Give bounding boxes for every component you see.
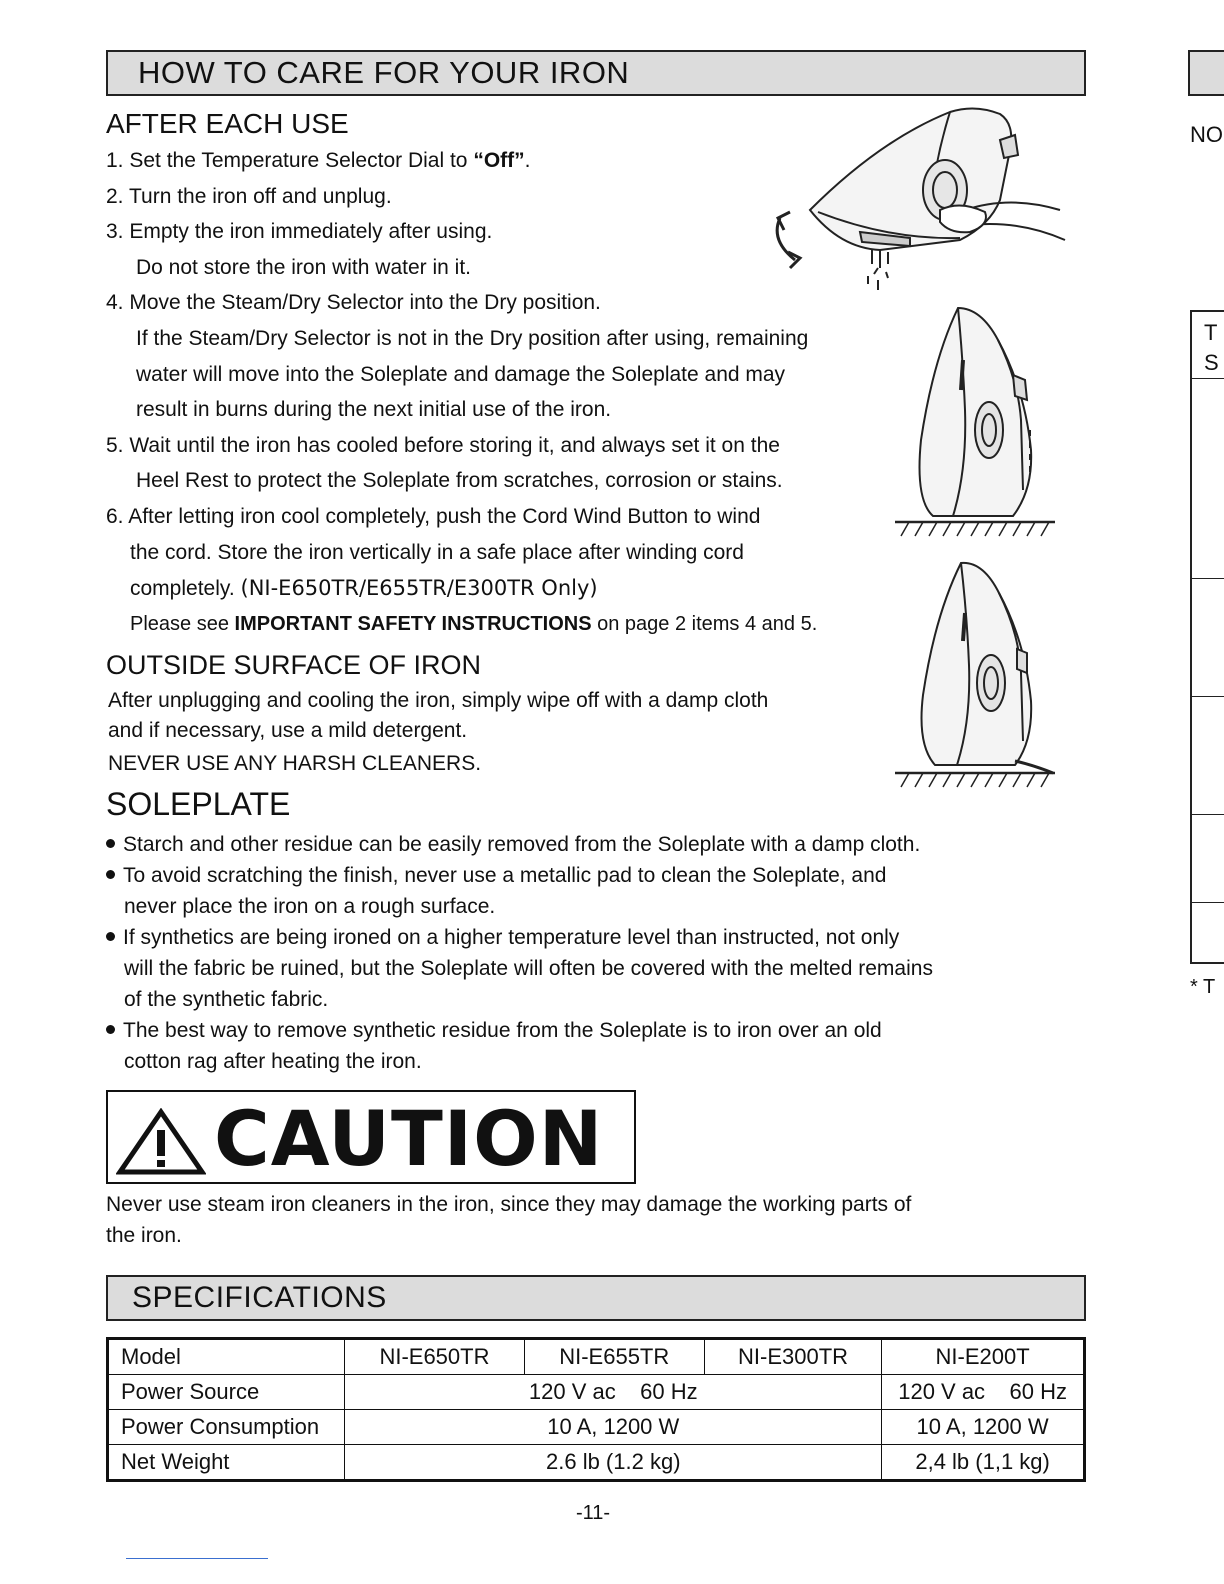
- warning-triangle-icon: [116, 1108, 206, 1176]
- soleplate-bullet-3: [106, 925, 899, 951]
- step-6-completely: completely.: [130, 577, 241, 600]
- model-ni-e300tr: NI-E300TR: [704, 1339, 881, 1375]
- iron-heel-rest-illustration: [893, 300, 1063, 540]
- bullet-icon: [106, 932, 115, 941]
- step-1-text: 1. Set the Temperature Selector Dial to: [106, 149, 474, 172]
- soleplate-bullet-4-cont: cotton rag after heating the iron.: [124, 1050, 422, 1073]
- outside-surface-line-2: and if necessary, use a mild detergent.: [108, 719, 468, 742]
- footer-rule: [126, 1558, 268, 1559]
- adjacent-s: S: [1204, 350, 1219, 375]
- power-source-label: Power Source: [108, 1375, 345, 1410]
- page-number: -11-: [576, 1502, 611, 1524]
- table-row: [108, 1445, 1085, 1481]
- power-source-e200t: 120 V ac 60 Hz: [882, 1375, 1085, 1410]
- model-ni-e200t: NI-E200T: [882, 1339, 1085, 1375]
- table-row: [108, 1375, 1085, 1410]
- model-ni-e655tr: NI-E655TR: [524, 1339, 704, 1375]
- iron-storage-illustration: [893, 555, 1063, 790]
- net-weight-e200t: 2,4 lb (1,1 kg): [882, 1445, 1085, 1481]
- safety-reference: [130, 611, 817, 637]
- step-1-end: .: [524, 149, 531, 172]
- soleplate-bullet-2-text: To avoid scratching the finish, never use a metallic pad to clean the Soleplate, and: [123, 864, 887, 887]
- table-row: [108, 1339, 1085, 1375]
- soleplate-bullet-2: [106, 863, 886, 889]
- safety-reference-pre: Please see: [130, 613, 235, 635]
- step-3: 3. Empty the iron immediately after using.: [106, 220, 493, 243]
- power-consumption-value: 10 A, 1200 W: [345, 1410, 882, 1445]
- bullet-icon: [106, 870, 115, 879]
- bullet-icon: [106, 1025, 115, 1034]
- soleplate-bullet-3-cont-1: will the fabric be ruined, but the Soleplate will often be covered with the melted remains: [124, 957, 933, 980]
- soleplate-bullet-4: [106, 1018, 882, 1044]
- step-5: 5. Wait until the iron has cooled before storing it, and always set it on the: [106, 434, 780, 457]
- net-weight-value: 2.6 lb (1.2 kg): [345, 1445, 882, 1481]
- adjacent-row-line: [1190, 378, 1224, 379]
- adjacent-row-line: [1190, 696, 1224, 697]
- adjacent-page-header-fragment: [1188, 50, 1224, 96]
- iron-emptying-illustration: [760, 100, 1070, 305]
- net-weight-label: Net Weight: [108, 1445, 345, 1481]
- soleplate-heading: SOLEPLATE: [106, 786, 291, 822]
- power-consumption-label: Power Consumption: [108, 1410, 345, 1445]
- step-6-models: (NI-E650TR/E655TR/E300TR Only): [240, 576, 598, 600]
- soleplate-bullet-3-cont-2: of the synthetic fabric.: [124, 988, 329, 1011]
- soleplate-bullet-2-cont: never place the iron on a rough surface.: [124, 895, 496, 918]
- power-source-value: 120 V ac 60 Hz: [345, 1375, 882, 1410]
- safety-reference-link: IMPORTANT SAFETY INSTRUCTIONS: [234, 613, 592, 635]
- care-section-header: [106, 50, 1086, 96]
- soleplate-bullet-3-text: If synthetics are being ironed on a higher temperature level than instructed, not only: [123, 926, 900, 949]
- specifications-title: SPECIFICATIONS: [132, 1281, 387, 1314]
- care-section-title: HOW TO CARE FOR YOUR IRON: [138, 55, 630, 90]
- outside-surface-heading: OUTSIDE SURFACE OF IRON: [106, 650, 482, 680]
- adjacent-footnote: * T: [1190, 976, 1216, 998]
- step-4-note-1: If the Steam/Dry Selector is not in the Dry position after using, remaining: [136, 327, 809, 350]
- step-5-note: Heel Rest to protect the Soleplate from scratches, corrosion or stains.: [136, 469, 783, 492]
- adjacent-row-line: [1190, 902, 1224, 903]
- adjacent-page-table-fragment: [1190, 310, 1224, 964]
- step-6-note-2: [130, 575, 598, 602]
- table-row: [108, 1410, 1085, 1445]
- caution-text-1: Never use steam iron cleaners in the iron, since they may damage the working parts of: [106, 1193, 912, 1216]
- caution-title: CAUTION: [214, 1094, 604, 1183]
- adjacent-row-line: [1190, 814, 1224, 815]
- model-ni-e650tr: NI-E650TR: [345, 1339, 524, 1375]
- adjacent-t: T: [1204, 320, 1218, 345]
- adjacent-page-no: NO: [1190, 122, 1223, 147]
- soleplate-bullet-4-text: The best way to remove synthetic residue from the Soleplate is to iron over an old: [123, 1019, 882, 1042]
- step-1: [106, 148, 530, 174]
- step-6: 6. After letting iron cool completely, push the Cord Wind Button to wind: [106, 505, 761, 528]
- step-4-note-3: result in burns during the next initial use of the iron.: [136, 398, 612, 421]
- power-consumption-e200t: 10 A, 1200 W: [882, 1410, 1085, 1445]
- step-4: 4. Move the Steam/Dry Selector into the Dry position.: [106, 291, 601, 314]
- outside-surface-line-1: After unplugging and cooling the iron, simply wipe off with a damp cloth: [108, 689, 769, 712]
- adjacent-row-line: [1190, 578, 1224, 579]
- bullet-icon: [106, 839, 115, 848]
- soleplate-bullet-1: [106, 832, 920, 858]
- soleplate-bullet-1-text: Starch and other residue can be easily removed from the Soleplate with a damp cloth.: [123, 833, 921, 856]
- step-6-note-1: the cord. Store the iron vertically in a safe place after winding cord: [130, 541, 744, 564]
- specifications-table: [106, 1337, 1086, 1482]
- step-1-off: “Off”: [473, 149, 525, 172]
- model-label: Model: [108, 1339, 345, 1375]
- outside-surface-warning: NEVER USE ANY HARSH CLEANERS.: [108, 752, 482, 775]
- step-4-note-2: water will move into the Soleplate and damage the Soleplate and may: [136, 363, 786, 386]
- specifications-header: [106, 1275, 1086, 1321]
- after-each-use-heading: AFTER EACH USE: [106, 108, 349, 139]
- step-2: 2. Turn the iron off and unplug.: [106, 185, 392, 208]
- step-3-note: Do not store the iron with water in it.: [136, 256, 471, 279]
- safety-reference-post: on page 2 items 4 and 5.: [591, 613, 818, 635]
- caution-text-2: the iron.: [106, 1224, 182, 1247]
